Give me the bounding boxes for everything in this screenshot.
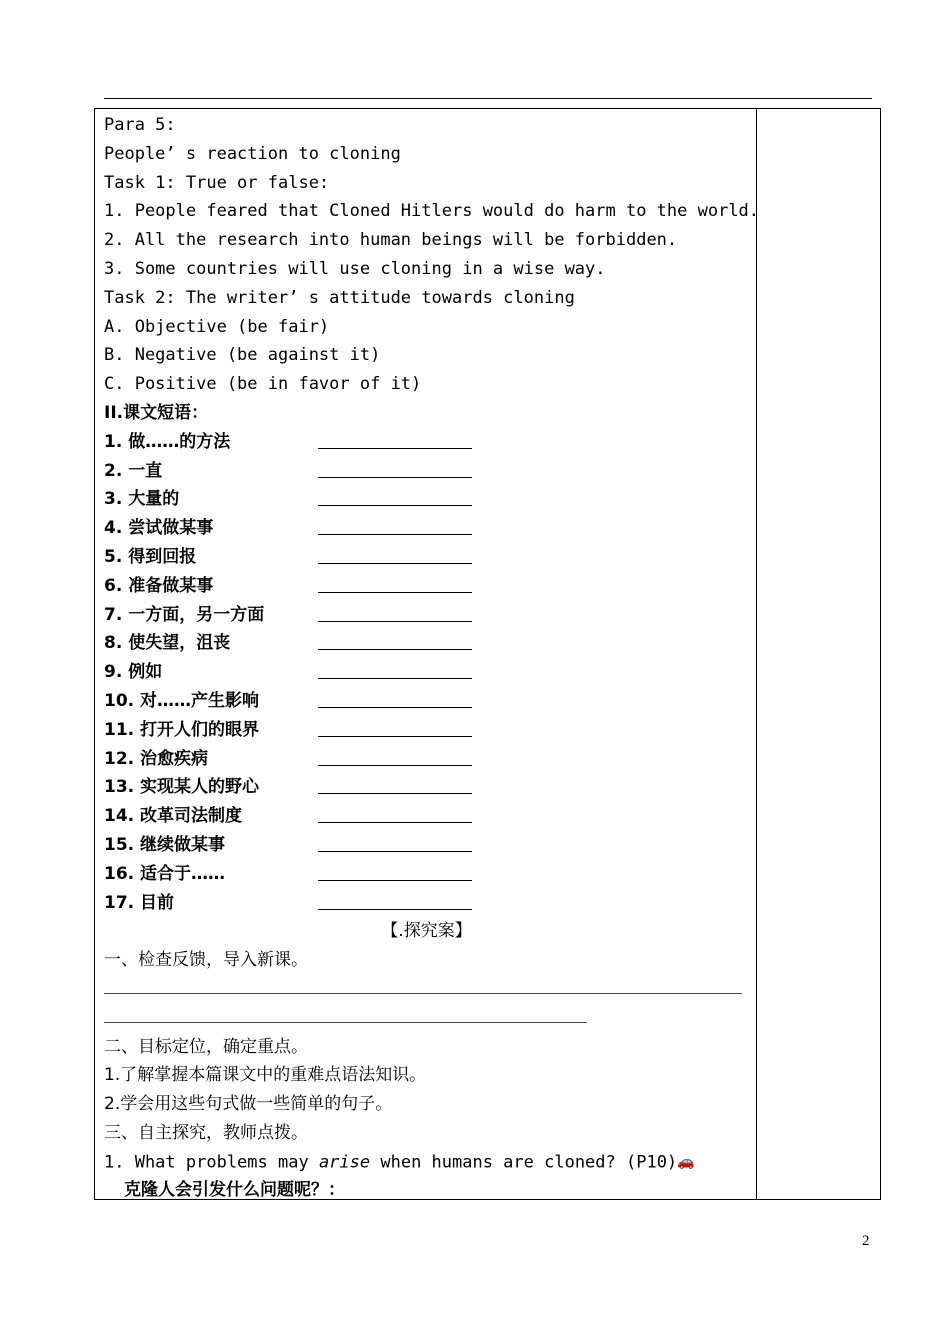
phrase-row-8 xyxy=(104,629,749,658)
task1-item-2: 2. All the research into human beings will be forbidden. xyxy=(104,230,678,251)
phrase-label: 15. 继续做某事 xyxy=(104,834,226,855)
phrase-row-11 xyxy=(104,716,749,745)
answer-blank[interactable] xyxy=(318,678,472,679)
header-rule xyxy=(104,98,872,99)
goal-2: 2.学会用这些句式做一些简单的句子。 xyxy=(104,1094,393,1115)
phrase-label: 10. 对……产生影响 xyxy=(104,690,260,711)
phrase-row-17 xyxy=(104,889,749,918)
phrase-label: 8. 使失望，沮丧 xyxy=(104,633,231,654)
main-column xyxy=(104,111,760,1205)
answer-blank[interactable] xyxy=(318,563,472,564)
phrase-row-4 xyxy=(104,514,749,543)
phrase-row-1 xyxy=(104,428,749,457)
question-keyword: arise xyxy=(318,1152,371,1173)
phrase-row-10 xyxy=(104,687,749,716)
car-icon: 🚗 xyxy=(677,1153,695,1170)
answer-blank[interactable] xyxy=(318,880,472,881)
blank-space xyxy=(104,975,749,1004)
blank-space xyxy=(104,1004,749,1033)
answer-blank[interactable] xyxy=(318,477,472,478)
goal-1: 1.了解掌握本篇课文中的重难点语法知识。 xyxy=(104,1065,427,1086)
answer-blank[interactable] xyxy=(318,649,472,650)
task1-title: Task 1: True or false: xyxy=(104,172,330,193)
phrase-label: 2. 一直 xyxy=(104,460,163,481)
task2-option-a: A. Objective (be fair) xyxy=(104,316,330,337)
para-topic: People’ s reaction to cloning xyxy=(104,143,401,164)
answer-blank[interactable] xyxy=(318,793,472,794)
answer-blank[interactable] xyxy=(318,765,472,766)
phrase-row-15 xyxy=(104,831,749,860)
question-1-translation: 克隆人会引发什么问题呢？： xyxy=(124,1180,345,1201)
answer-blank[interactable] xyxy=(318,448,472,449)
phrase-row-13 xyxy=(104,773,749,802)
phrase-label: 14. 改革司法制度 xyxy=(104,806,243,827)
phrase-row-12 xyxy=(104,745,749,774)
phrase-label: 12. 治愈疾病 xyxy=(104,748,209,769)
phrase-label: 7. 一方面，另一方面 xyxy=(104,604,265,625)
step3-heading: 三、自主探究，教师点拨。 xyxy=(104,1122,308,1143)
task2-option-b: B. Negative (be against it) xyxy=(104,345,381,366)
phrase-label: 13. 实现某人的野心 xyxy=(104,777,260,798)
phrase-row-2 xyxy=(104,457,749,486)
answer-blank[interactable] xyxy=(318,621,472,622)
phrase-row-9 xyxy=(104,658,749,687)
phrase-row-14 xyxy=(104,802,749,831)
answer-blank[interactable] xyxy=(318,592,472,593)
phrase-row-6 xyxy=(104,572,749,601)
task2-title: Task 2: The writer’ s attitude towards cloning xyxy=(104,287,575,308)
phrase-label: 6. 准备做某事 xyxy=(104,575,214,596)
task1-item-1: 1. People feared that Cloned Hitlers would do harm to the world. xyxy=(104,201,760,222)
task2-option-c: C. Positive (be in favor of it) xyxy=(104,374,422,395)
answer-line-2[interactable] xyxy=(104,1022,587,1023)
phrase-label: 5. 得到回报 xyxy=(104,546,197,567)
answer-blank[interactable] xyxy=(318,909,472,910)
explore-heading: 【.探究案】 xyxy=(381,921,472,942)
answer-blank[interactable] xyxy=(318,505,472,506)
step1-heading: 一、检查反馈，导入新课。 xyxy=(104,950,308,971)
phrase-label: 4. 尝试做某事 xyxy=(104,518,214,539)
phrase-row-3 xyxy=(104,485,749,514)
phrase-label: 9. 例如 xyxy=(104,662,163,683)
para-heading: Para 5: xyxy=(104,115,176,135)
phrase-label: 17. 目前 xyxy=(104,892,175,913)
page-number: 2 xyxy=(862,1233,870,1249)
answer-blank[interactable] xyxy=(318,707,472,708)
phrase-label: 1. 做……的方法 xyxy=(104,431,231,452)
answer-blank[interactable] xyxy=(318,534,472,535)
phrase-row-7 xyxy=(104,601,749,630)
step2-heading: 二、目标定位，确定重点。 xyxy=(104,1036,308,1057)
answer-blank[interactable] xyxy=(318,851,472,852)
task1-item-3: 3. Some countries will use cloning in a wise way. xyxy=(104,258,606,279)
phrase-label: 3. 大量的 xyxy=(104,489,180,510)
question-suffix: when humans are cloned? (P10) xyxy=(370,1152,678,1173)
phrase-label: 16. 适合于…… xyxy=(104,863,226,884)
answer-blank[interactable] xyxy=(318,822,472,823)
section2-title: II.课文短语： xyxy=(104,402,209,423)
column-divider xyxy=(756,108,757,1200)
question-1 xyxy=(104,1148,749,1177)
phrase-row-16 xyxy=(104,860,749,889)
phrase-label: 11. 打开人们的眼界 xyxy=(104,719,260,740)
phrase-row-5 xyxy=(104,543,749,572)
question-prefix: 1. What problems may xyxy=(104,1152,319,1173)
answer-line-1[interactable] xyxy=(104,993,742,994)
answer-blank[interactable] xyxy=(318,736,472,737)
